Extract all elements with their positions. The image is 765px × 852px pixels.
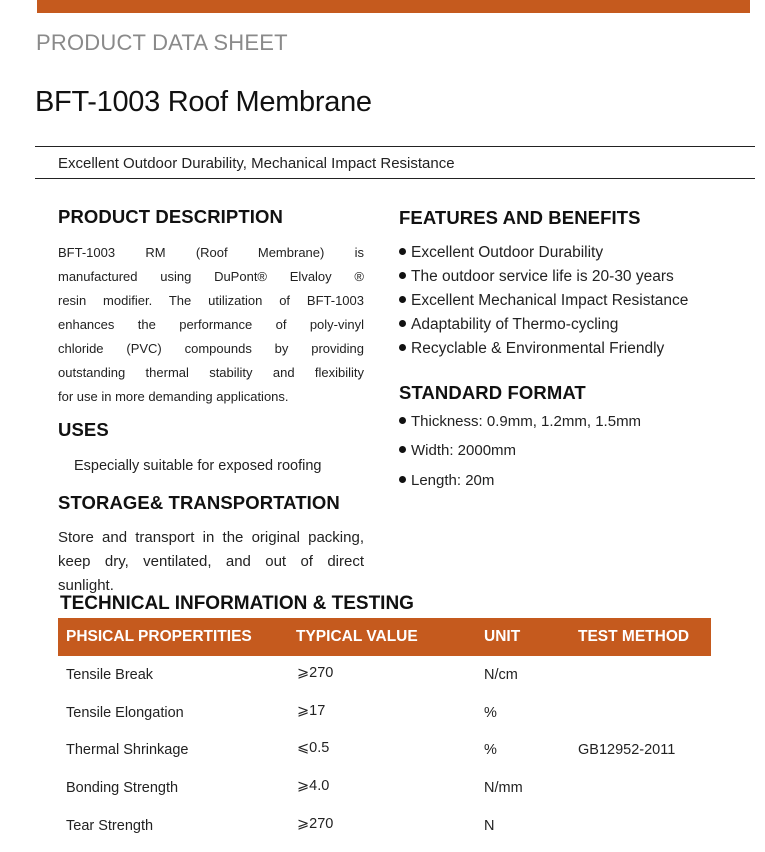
format-item <box>399 410 641 434</box>
table-row <box>0 777 765 799</box>
feature-item <box>399 337 664 361</box>
bullet-icon <box>399 446 406 453</box>
feature-item <box>399 241 603 265</box>
feature-text: Excellent Mechanical Impact Resistance <box>411 292 689 309</box>
cell-value: ⩾4.0 <box>297 778 330 794</box>
uses-text: Especially suitable for exposed roofing <box>74 458 322 474</box>
page-title: BFT-1003 Roof Membrane <box>35 86 372 118</box>
cell-property: Tensile Break <box>66 667 154 683</box>
feature-item <box>399 265 674 289</box>
bullet-icon <box>399 417 406 424</box>
cell-property: Tensile Elongation <box>66 705 184 721</box>
description-line: BFT-1003 RM (Roof Membrane) is <box>58 245 364 260</box>
column-header-method: TEST METHOD <box>578 628 690 645</box>
table-row <box>0 739 765 761</box>
format-item <box>399 469 494 493</box>
feature-text: Recyclable & Environmental Friendly <box>411 340 665 357</box>
format-text: Length: 20m <box>411 472 495 489</box>
cell-value: ⩾270 <box>297 816 334 832</box>
standard-format-heading: STANDARD FORMAT <box>399 382 586 403</box>
bullet-icon <box>399 272 406 279</box>
product-description-heading: PRODUCT DESCRIPTION <box>58 206 283 227</box>
bullet-icon <box>399 344 406 351</box>
format-item <box>399 439 516 463</box>
bullet-icon <box>399 320 406 327</box>
feature-text: Excellent Outdoor Durability <box>411 244 604 261</box>
description-line: for use in more demanding applications. <box>58 389 289 404</box>
feature-item <box>399 313 618 337</box>
description-line: enhances the performance of poly-vinyl <box>58 317 364 332</box>
format-text: Thickness: 0.9mm, 1.2mm, 1.5mm <box>411 413 642 430</box>
description-line: manufactured using DuPont® Elvaloy ® <box>58 269 364 284</box>
cell-unit: % <box>484 705 497 721</box>
cell-value: ⩾270 <box>297 665 334 681</box>
description-line: outstanding thermal stability and flexibility <box>58 365 364 380</box>
storage-heading: STORAGE& TRANSPORTATION <box>58 492 340 513</box>
cell-unit: N <box>484 818 495 834</box>
feature-item <box>399 289 688 313</box>
cell-unit: N/mm <box>484 780 523 796</box>
table-row <box>0 664 765 686</box>
features-heading: FEATURES AND BENEFITS <box>399 207 641 228</box>
divider-bottom <box>35 178 755 179</box>
column-header-unit: UNIT <box>484 628 521 645</box>
storage-line: keep dry, ventilated, and out of direct <box>58 553 364 570</box>
cell-property: Thermal Shrinkage <box>66 742 189 758</box>
storage-line: sunlight. <box>58 577 114 594</box>
format-text: Width: 2000mm <box>411 442 517 459</box>
table-row <box>0 702 765 724</box>
cell-property: Tear Strength <box>66 818 154 834</box>
cell-method: GB12952-2011 <box>578 742 676 758</box>
technical-heading: TECHNICAL INFORMATION & TESTING <box>60 593 414 614</box>
cell-property: Bonding Strength <box>66 780 179 796</box>
bullet-icon <box>399 296 406 303</box>
cell-value: ⩾17 <box>297 703 326 719</box>
sheet-label: PRODUCT DATA SHEET <box>36 30 288 55</box>
feature-text: The outdoor service life is 20-30 years <box>411 268 674 285</box>
cell-unit: % <box>484 742 497 758</box>
cell-value: ⩽0.5 <box>297 740 330 756</box>
divider-top <box>35 146 755 147</box>
table-header <box>58 618 711 656</box>
top-accent-bar <box>37 0 750 13</box>
table-row <box>0 815 765 837</box>
column-header-property: PHSICAL PROPERTITIES <box>66 628 252 645</box>
uses-heading: USES <box>58 419 109 440</box>
bullet-icon <box>399 476 406 483</box>
subtitle: Excellent Outdoor Durability, Mechanical Impact Resistance <box>58 155 455 172</box>
cell-unit: N/cm <box>484 667 518 683</box>
column-header-value: TYPICAL VALUE <box>296 628 418 645</box>
description-line: chloride (PVC) compounds by providing <box>58 341 364 356</box>
bullet-icon <box>399 248 406 255</box>
feature-text: Adaptability of Thermo-cycling <box>411 316 619 333</box>
storage-line: Store and transport in the original packing, <box>58 529 364 546</box>
description-line: resin modifier. The utilization of BFT-1003 <box>58 293 364 308</box>
